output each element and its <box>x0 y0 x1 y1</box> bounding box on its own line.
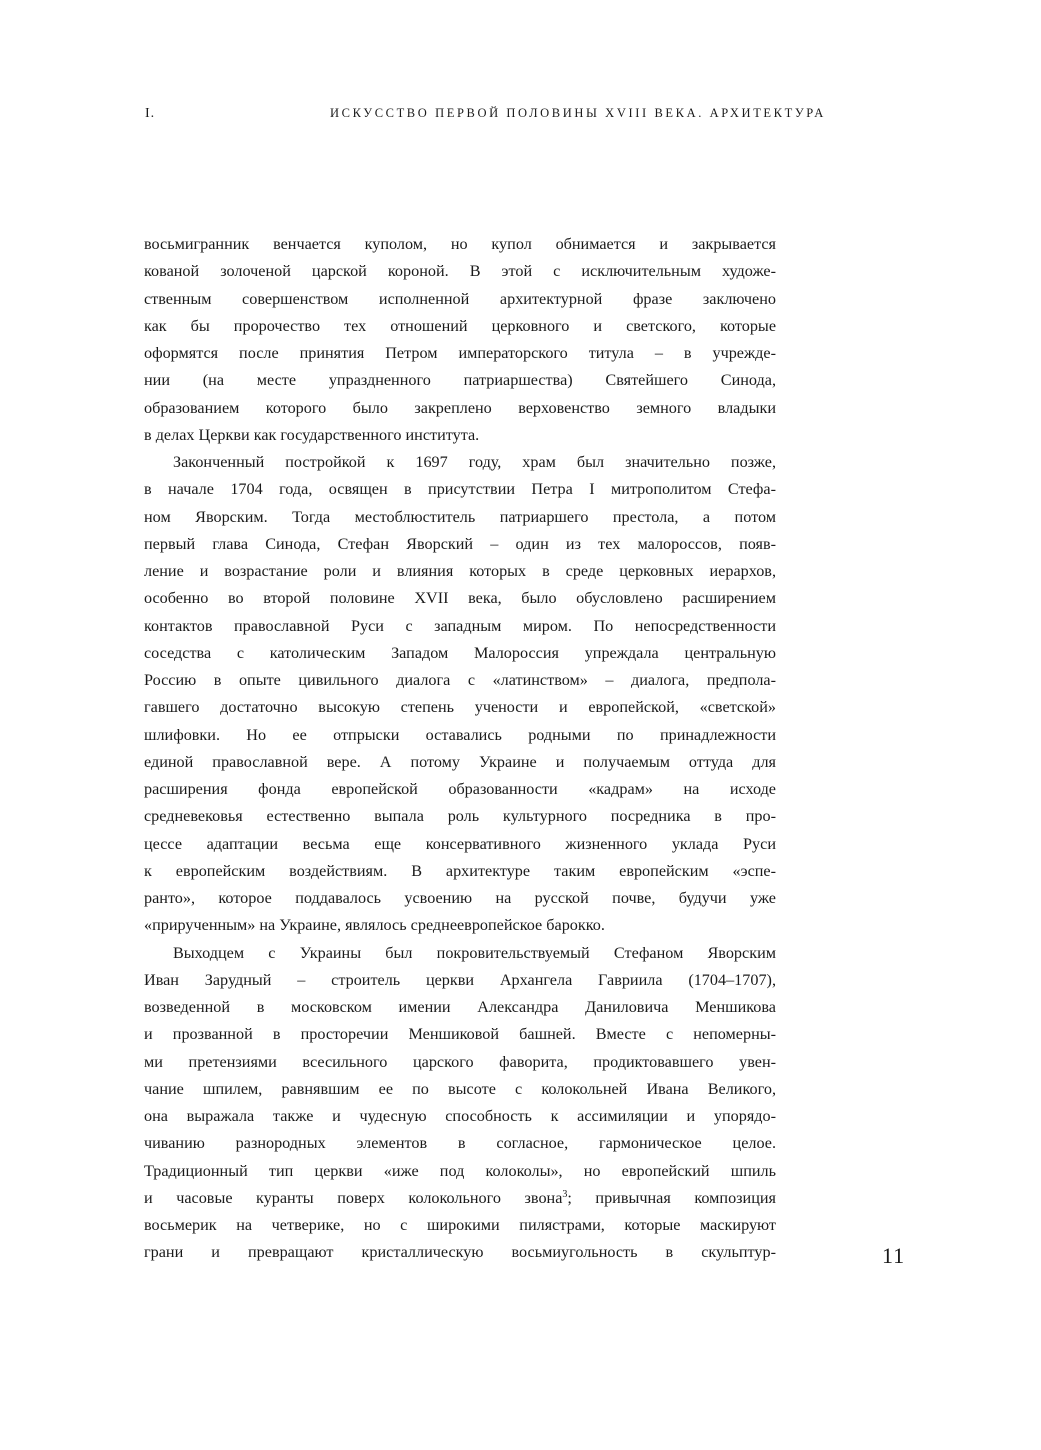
text-line: чиванию разнородных элементов в согласное, гармоническое целое. <box>144 1134 776 1153</box>
text-line: возведенной в московском имении Александра Даниловича Меншикова <box>144 998 776 1016</box>
running-title: ИСКУССТВО ПЕРВОЙ ПОЛОВИНЫ XVIII ВЕКА. АРХИТЕКТУРА <box>330 106 826 120</box>
text-line: чание шпилем, равнявшим ее по высоте с колокольней Ивана Великого, <box>144 1079 776 1098</box>
text-line: в делах Церкви как государственного института. <box>144 425 480 444</box>
text-line: к европейским воздействиям. В архитектуре таким европейским «эспе- <box>144 861 776 880</box>
text-line: Традиционный тип церкви «иже под колоколы», но европейский шпиль <box>144 1161 776 1180</box>
text-line: нии (на месте упраздненного патриаршества) Святейшего Синода, <box>144 371 776 390</box>
text-line: средневековья естественно выпала роль культурного посредника в про- <box>144 807 776 826</box>
text-line: первый глава Синода, Стефан Яворский – один из тех малороссов, появ- <box>144 534 776 553</box>
text-line: восьмерик на четверике, но с широкими пилястрами, которые маскируют <box>144 1216 776 1234</box>
text-line-start: и часовые куранты поверх колокольного звона <box>144 1188 563 1207</box>
text-line: как бы пророчество тех отношений церковного и светского, которые <box>144 316 776 335</box>
text-line: Выходцем с Украины был покровительствуемый Стефаном Яворским <box>173 943 776 962</box>
text-line: образованием которого было закреплено верховенство земного владыки <box>144 398 776 417</box>
text-line: цессе адаптации весьма еще консервативного жизненного уклада Руси <box>144 834 776 853</box>
page-number: 11 <box>882 1243 906 1268</box>
running-head <box>0 106 1041 126</box>
text-line: особенно во второй половине XVII века, было обусловлено расширением <box>144 589 776 608</box>
text-line: шлифовки. Но ее отпрыски оставались родными по принадлежности <box>144 725 776 744</box>
text-line: единой православной вере. А потому Украине и получаемым оттуда для <box>144 752 776 771</box>
text-line: Иван Зарудный – строитель церкви Архангела Гавриила (1704–1707), <box>144 970 776 989</box>
text-line: оформятся после принятия Петром императорского титула – в учрежде- <box>144 344 776 362</box>
text-line: Россию в опыте цивильного диалога с «латинством» – диалога, предпола- <box>144 671 776 689</box>
text-line: она выражала также и чудесную способность к ассимиляции и упорядо- <box>144 1107 776 1125</box>
text-line: ление и возрастание роли и влияния которых в среде церковных иерархов, <box>144 562 776 580</box>
text-line: и прозванной в просторечии Меншиковой башней. Вместе с непомерны- <box>144 1025 776 1044</box>
text-line-with-footnote <box>144 1185 776 1212</box>
text-line: ранто», которое поддавалось усвоению на русской почве, будучи уже <box>144 889 776 907</box>
text-line: в начале 1704 года, освящен в присутствии Петра I митрополитом Стефа- <box>144 480 776 499</box>
text-line: соседства с католическим Западом Малороссия упреждала центральную <box>144 643 776 662</box>
chapter-number: I. <box>145 106 156 121</box>
text-line: кованой золоченой царской короной. В этой с исключительным художе- <box>144 262 776 281</box>
text-line: «прирученным» на Украине, являлось среднеевропейское барокко. <box>144 916 605 935</box>
paragraph-2 <box>144 449 776 940</box>
text-line: грани и превращают кристаллическую восьмиугольность в скульптур- <box>144 1243 776 1262</box>
text-line: ми претензиями всесильного царского фаворита, продиктовавшего увен- <box>144 1052 776 1071</box>
text-line: ственным совершенством исполненной архитектурной фразе заключено <box>144 289 776 308</box>
footnote-marker[interactable]: 3 <box>562 1188 568 1200</box>
text-line: контактов православной Руси с западным миром. По непосредственности <box>144 616 776 635</box>
text-line: Законченный постройкой к 1697 году, храм был значительно позже, <box>173 453 776 471</box>
paragraph-3 <box>144 940 776 1267</box>
text-line: ном Яворским. Тогда местоблюститель патриаршего престола, а потом <box>144 507 776 526</box>
text-line: восьмигранник венчается куполом, но купол обнимается и закрывается <box>144 235 776 253</box>
text-line: расширения фонда европейской образованности «кадрам» на исходе <box>144 780 776 798</box>
text-line-end: ; привычная композиция <box>567 1188 776 1207</box>
body-text <box>144 231 776 1267</box>
text-line: гавшего достаточно высокую степень учености и европейской, «светской» <box>144 698 776 717</box>
paragraph-1 <box>144 231 776 449</box>
